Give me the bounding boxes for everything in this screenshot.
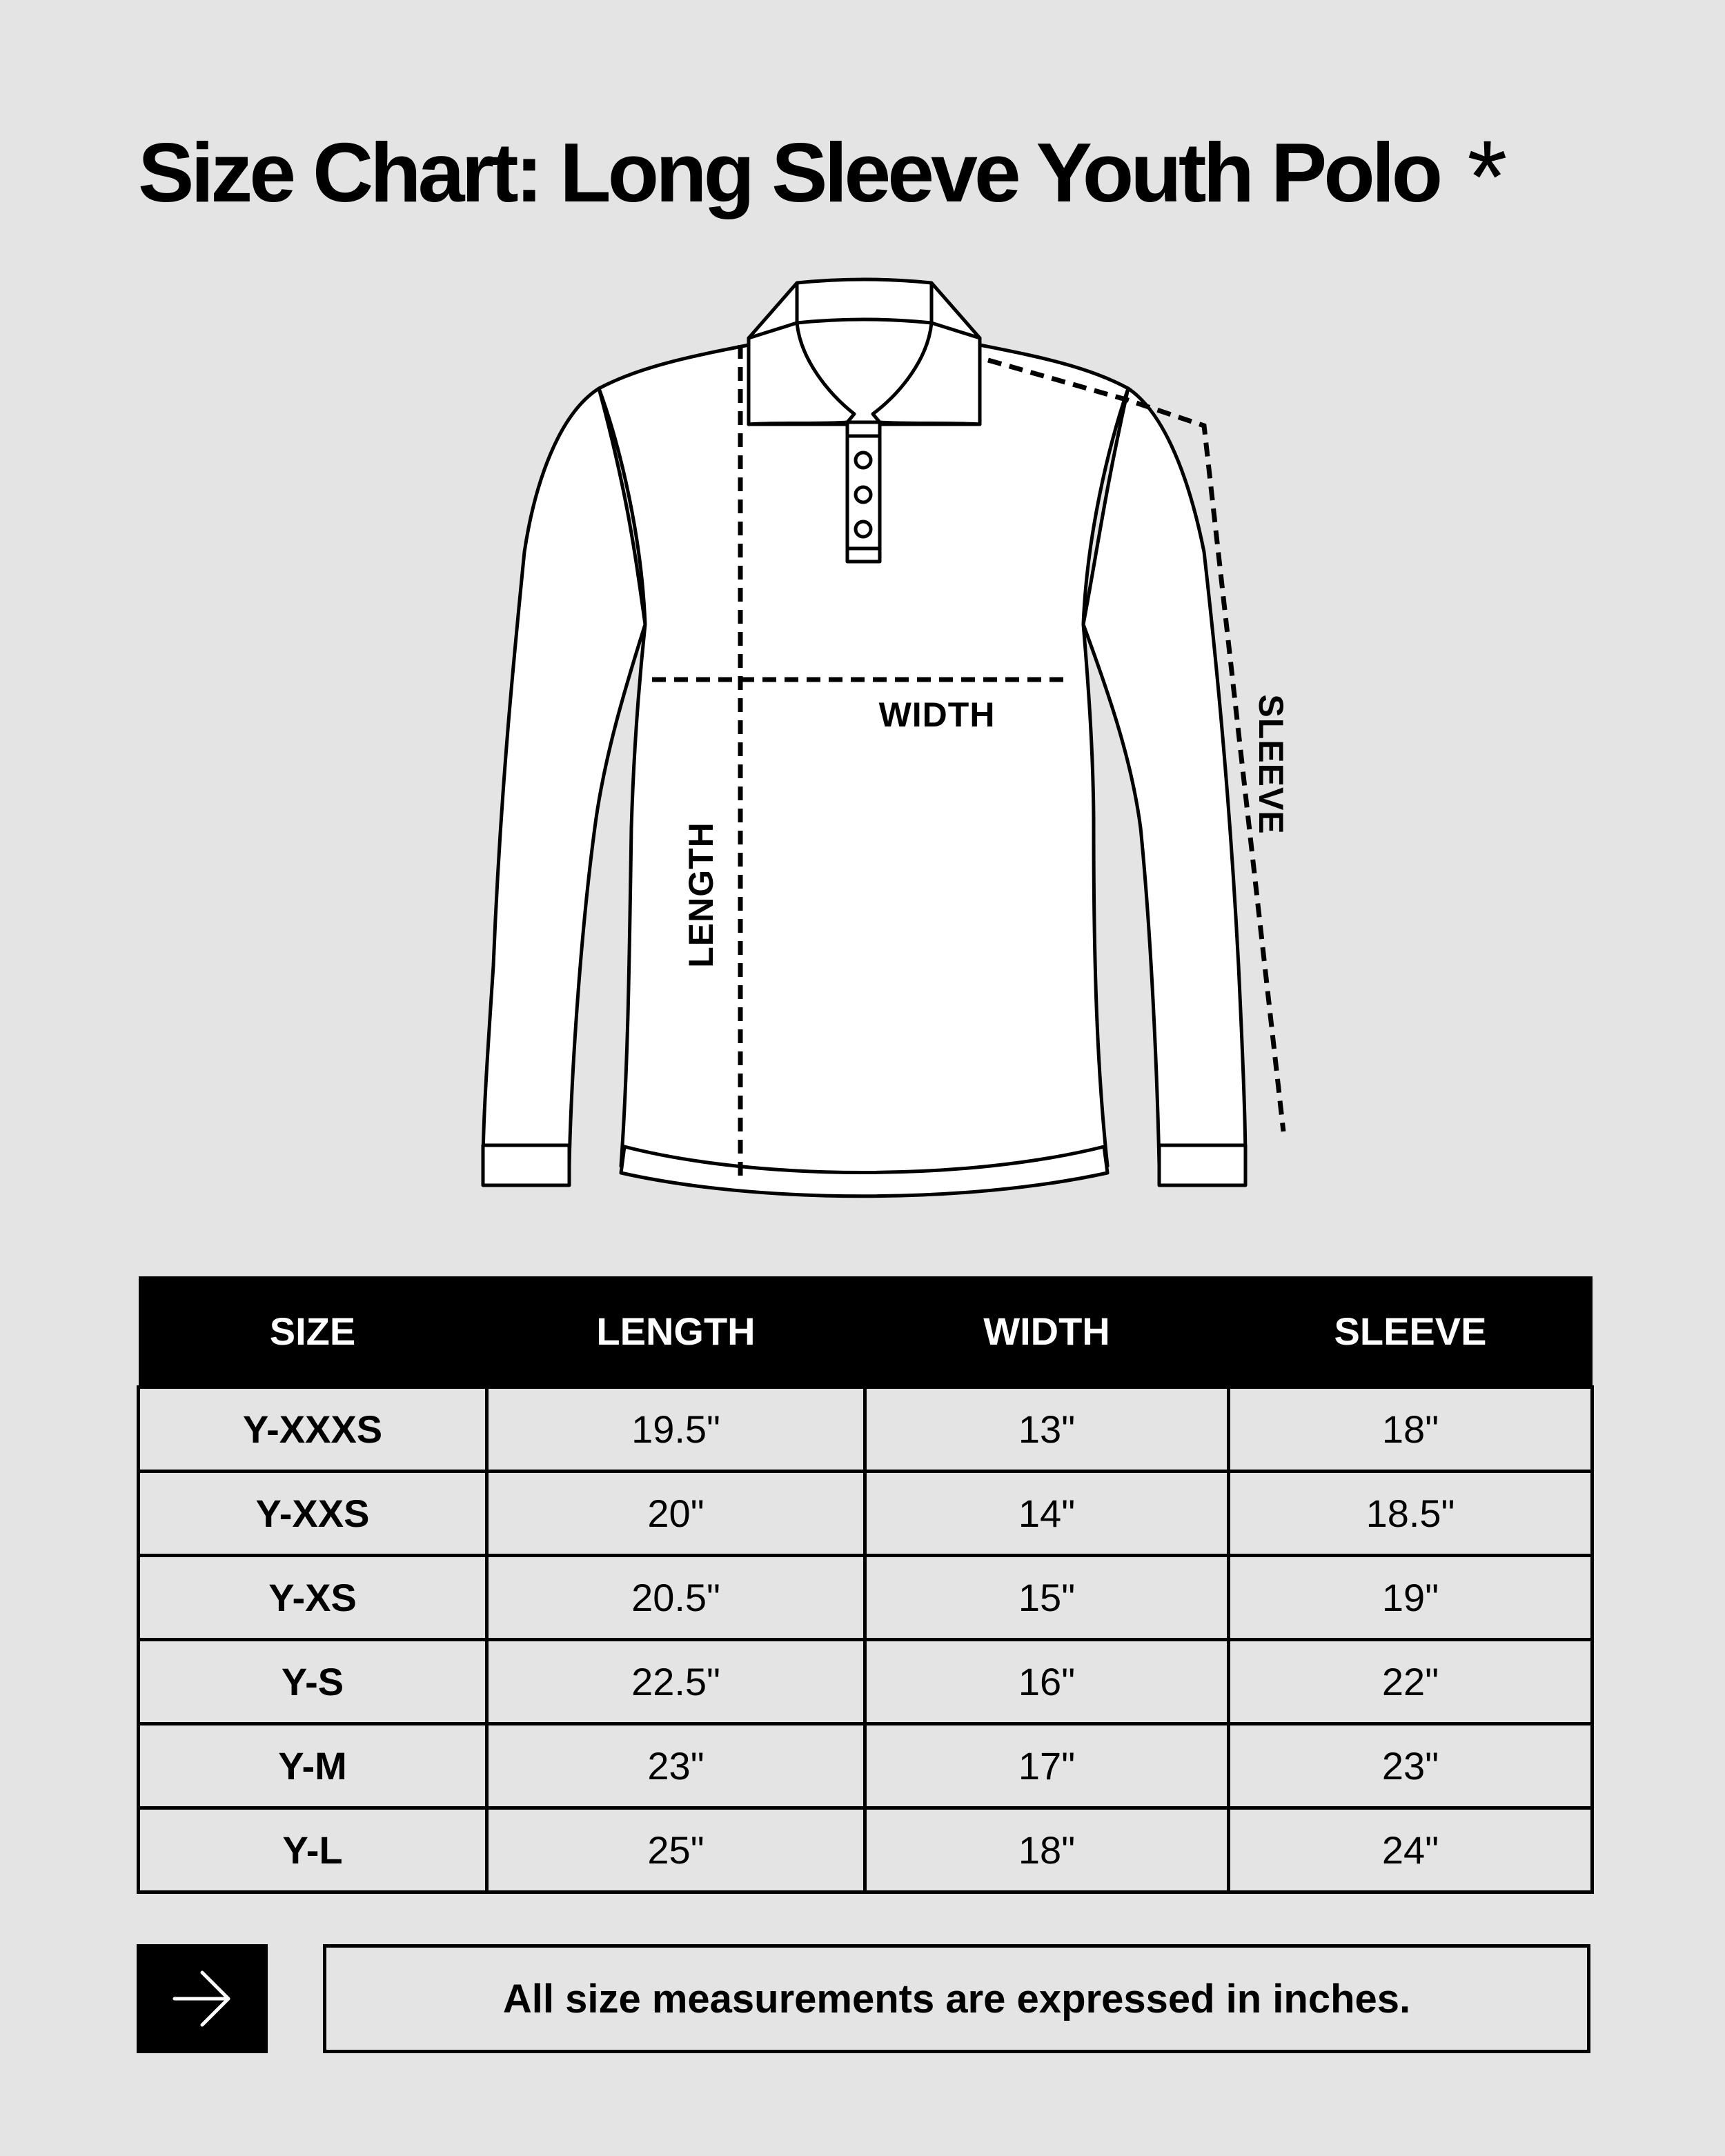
right-sleeve-shape — [1083, 388, 1245, 1166]
length-cell: 25" — [487, 1808, 865, 1892]
sleeve-cell: 18.5" — [1229, 1472, 1593, 1556]
size-cell: Y-L — [139, 1808, 487, 1892]
button-icon — [856, 522, 871, 537]
arrow-box — [137, 1944, 268, 2053]
left-cuff — [483, 1145, 569, 1185]
width-label: WIDTH — [878, 695, 996, 734]
table-row — [139, 1808, 1593, 1892]
sleeve-cell: 24" — [1229, 1808, 1593, 1892]
size-cell: Y-XXS — [139, 1472, 487, 1556]
width-cell: 14" — [865, 1472, 1229, 1556]
sleeve-cell: 19" — [1229, 1556, 1593, 1640]
header-length: LENGTH — [487, 1276, 865, 1387]
table-row — [139, 1724, 1593, 1808]
table-row — [139, 1640, 1593, 1724]
measurement-note-text: All size measurements are expressed in inches. — [502, 1976, 1411, 2021]
button-icon — [856, 453, 871, 468]
table-header-row — [139, 1276, 1593, 1387]
header-size: SIZE — [139, 1276, 487, 1387]
measurement-note — [323, 1944, 1590, 2053]
left-sleeve-shape — [483, 388, 645, 1166]
arrow-right-icon — [169, 1966, 235, 2032]
right-cuff — [1159, 1145, 1245, 1185]
width-cell: 15" — [865, 1556, 1229, 1640]
length-cell: 19.5" — [487, 1387, 865, 1472]
length-cell: 20.5" — [487, 1556, 865, 1640]
button-icon — [856, 487, 871, 502]
header-sleeve: SLEEVE — [1229, 1276, 1593, 1387]
title-text: Size Chart: Long Sleeve Youth Polo — [138, 126, 1440, 219]
length-cell: 22.5" — [487, 1640, 865, 1724]
sleeve-cell: 22" — [1229, 1640, 1593, 1724]
size-table — [137, 1276, 1594, 1894]
length-cell: 20" — [487, 1472, 865, 1556]
sleeve-label: SLEEVE — [1252, 694, 1290, 835]
size-cell: Y-M — [139, 1724, 487, 1808]
width-cell: 16" — [865, 1640, 1229, 1724]
table-row — [139, 1472, 1593, 1556]
sleeve-cell: 23" — [1229, 1724, 1593, 1808]
length-cell: 23" — [487, 1724, 865, 1808]
width-cell: 13" — [865, 1387, 1229, 1472]
asterisk-icon: * — [1467, 119, 1508, 235]
table-row — [139, 1387, 1593, 1472]
table-row — [139, 1556, 1593, 1640]
width-cell: 17" — [865, 1724, 1229, 1808]
length-label: LENGTH — [682, 822, 720, 968]
sleeve-cell: 18" — [1229, 1387, 1593, 1472]
size-cell: Y-S — [139, 1640, 487, 1724]
size-cell: Y-XS — [139, 1556, 487, 1640]
header-width: WIDTH — [865, 1276, 1229, 1387]
size-cell: Y-XXXS — [139, 1387, 487, 1472]
width-cell: 18" — [865, 1808, 1229, 1892]
